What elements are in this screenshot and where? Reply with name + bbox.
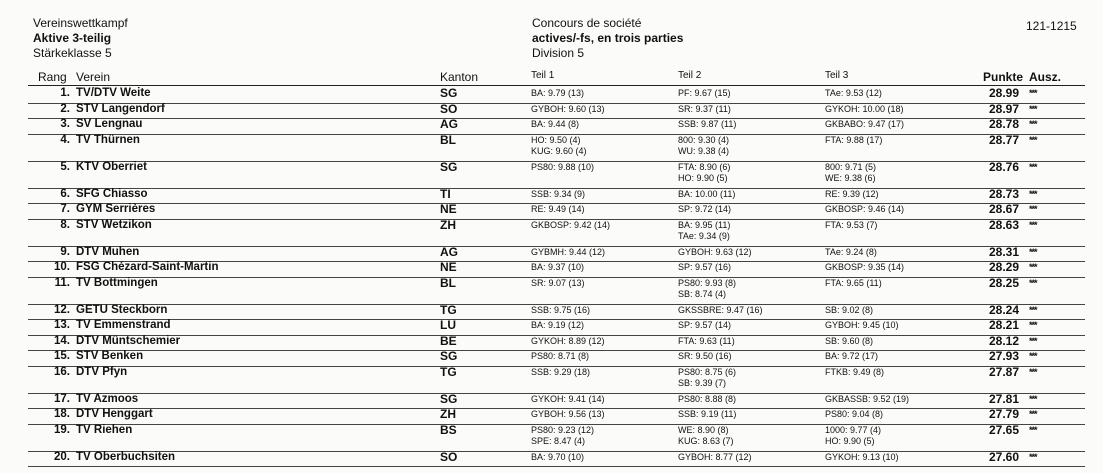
distinction: ***	[1029, 451, 1037, 462]
teil-1-cell	[531, 305, 590, 317]
teil-score: BA: 9.44 (8)	[531, 119, 580, 129]
total-points: 28.21	[988, 318, 1019, 332]
teil-2-cell	[678, 189, 735, 201]
club-name: TV Riehen	[76, 423, 133, 436]
rank: 3.	[60, 118, 70, 130]
distinction: ***	[1029, 335, 1037, 346]
teil-score: 1000: 9.77 (4)	[825, 424, 882, 435]
teil-1-cell	[531, 220, 610, 232]
canton: SG	[440, 349, 458, 363]
teil-3-cell	[825, 204, 904, 216]
club-name: SV Lengnau	[76, 118, 143, 130]
rank: 20.	[54, 450, 70, 463]
teil-1-cell	[531, 135, 587, 158]
distinction: ***	[1029, 219, 1037, 230]
teil-1-cell	[531, 320, 584, 332]
teil-2-cell	[678, 425, 734, 448]
canton: NE	[440, 202, 457, 216]
teil-2-cell	[678, 119, 736, 131]
document-number: 121-1215	[1026, 19, 1077, 33]
teil-3-cell	[825, 220, 877, 232]
teil-score: GKSSBRE: 9.47 (16)	[678, 304, 763, 315]
teil-1-cell	[531, 278, 585, 290]
table-row	[0, 119, 1103, 135]
total-points: 28.76	[988, 159, 1019, 174]
teil-3-cell	[825, 278, 882, 290]
column-headers	[0, 69, 1103, 84]
col-teil3: Teil 3	[825, 70, 849, 81]
teil-3-cell	[825, 119, 904, 131]
distinction: ***	[1029, 119, 1037, 129]
rank: 8.	[60, 218, 70, 231]
club-name: GETU Steckborn	[76, 303, 168, 316]
teil-1-cell	[531, 119, 579, 131]
teil-score: SR: 9.37 (11)	[678, 103, 731, 114]
results-table	[0, 88, 1103, 467]
teil-1-cell	[531, 189, 585, 201]
canton: AG	[440, 117, 458, 131]
teil-1-cell	[531, 452, 584, 464]
teil-2-cell	[678, 204, 731, 216]
teil-score: FTA: 9.88 (17)	[825, 134, 883, 145]
col-teil2: Teil 2	[678, 70, 702, 81]
teil-score: SSB: 9.87 (11)	[678, 119, 737, 129]
teil-2-cell	[678, 305, 763, 317]
rank: 18.	[54, 408, 70, 420]
teil-1-cell	[531, 262, 584, 274]
teil-1-cell	[531, 409, 605, 421]
teil-2-cell	[678, 104, 731, 116]
teil-score: SP: 9.57 (16)	[678, 262, 732, 272]
teil-1-cell	[531, 394, 605, 406]
rank: 4.	[60, 133, 70, 146]
teil-score: FTA: 8.90 (6)	[678, 161, 731, 172]
canton: AG	[440, 244, 458, 259]
teil-1-cell	[531, 336, 605, 348]
teil-2-cell	[678, 162, 730, 185]
col-kanton: Kanton	[440, 70, 479, 84]
canton: BS	[440, 422, 457, 437]
table-row	[0, 88, 1103, 104]
total-points: 27.87	[988, 364, 1019, 379]
teil-1-cell	[531, 204, 585, 216]
distinction: ***	[1029, 351, 1037, 361]
teil-3-cell	[825, 104, 904, 116]
distinction: ***	[1029, 134, 1037, 145]
header-category: Aktive 3-teilig	[33, 31, 112, 45]
club-name: TV Thürnen	[76, 133, 140, 146]
club-name: DTV Pfyn	[76, 365, 128, 378]
teil-score: GYBOH: 8.77 (12)	[678, 451, 752, 462]
teil-score: GYBOH: 9.63 (12)	[678, 246, 752, 257]
teil-score: BA: 9.37 (10)	[531, 262, 585, 272]
rank: 12.	[54, 303, 70, 316]
club-name: TV Bottmingen	[76, 276, 158, 289]
club-name: GYM Serrières	[76, 203, 156, 215]
teil-1-cell	[531, 88, 584, 100]
table-row	[0, 204, 1103, 220]
club-name: STV Benken	[76, 350, 144, 362]
total-points: 27.79	[988, 407, 1019, 421]
canton: TG	[440, 364, 457, 379]
teil-score: GYKOH: 9.41 (14)	[531, 393, 605, 404]
teil-2-cell	[678, 409, 736, 421]
canton: SO	[440, 101, 458, 116]
rank: 5.	[60, 160, 70, 173]
distinction: ***	[1029, 277, 1037, 288]
col-rang: Rang	[38, 70, 67, 84]
table-row	[0, 262, 1103, 278]
teil-score: SB: 8.74 (4)	[678, 289, 727, 299]
table-row	[0, 351, 1103, 367]
total-points: 27.65	[988, 422, 1019, 437]
col-punkte: Punkte	[983, 70, 1024, 84]
teil-score: SP: 9.57 (14)	[678, 320, 732, 330]
teil-3-cell	[825, 394, 909, 406]
rank: 2.	[60, 102, 70, 115]
table-row	[0, 186, 1103, 205]
teil-2-cell	[678, 367, 736, 390]
teil-score: SB: 9.39 (7)	[678, 378, 727, 388]
rank: 10.	[54, 261, 70, 273]
teil-score: GKBOSP: 9.35 (14)	[825, 262, 905, 272]
canton: TG	[440, 302, 457, 317]
teil-1-cell	[531, 247, 605, 259]
teil-3-cell	[825, 247, 877, 259]
table-row	[0, 275, 1103, 305]
teil-2-cell	[678, 351, 732, 363]
table-row	[0, 101, 1103, 120]
col-ausz: Ausz.	[1029, 70, 1062, 84]
teil-2-cell	[678, 135, 729, 158]
header-right	[532, 16, 683, 61]
header-competition: Vereinswettkampf	[33, 16, 128, 30]
total-points: 28.97	[988, 101, 1019, 116]
canton: SO	[440, 449, 458, 464]
total-points: 28.31	[988, 244, 1019, 259]
teil-score: 800: 9.30 (4)	[678, 134, 730, 145]
teil-score: SSB: 9.34 (9)	[531, 188, 586, 199]
teil-score: PS80: 9.04 (8)	[825, 409, 884, 419]
total-points: 28.25	[988, 275, 1019, 290]
rank: 6.	[60, 187, 70, 200]
teil-score: RE: 9.39 (12)	[825, 188, 879, 199]
teil-3-cell	[825, 162, 876, 185]
teil-score: FTA: 9.63 (11)	[678, 335, 735, 346]
teil-score: KUG: 8.63 (7)	[678, 436, 734, 446]
total-points: 28.12	[988, 333, 1019, 348]
teil-score: SSB: 9.75 (16)	[531, 304, 591, 315]
rank: 19.	[54, 423, 70, 436]
table-row	[0, 333, 1103, 352]
teil-3-cell	[825, 262, 904, 274]
rank: 9.	[60, 245, 70, 258]
canton: ZH	[440, 217, 456, 232]
distinction: ***	[1029, 304, 1037, 315]
teil-score: PS80: 8.75 (6)	[678, 366, 737, 377]
teil-score: FTA: 9.65 (11)	[825, 277, 882, 288]
distinction: ***	[1029, 161, 1037, 172]
rank: 7.	[60, 203, 70, 215]
teil-score: BA: 10.00 (11)	[678, 188, 736, 199]
teil-3-cell	[825, 409, 883, 421]
teil-score: BA: 9.95 (11)	[678, 219, 731, 230]
total-points: 28.63	[988, 217, 1019, 232]
teil-score: GYBMH: 9.44 (12)	[531, 246, 606, 257]
teil-score: GYKOH: 8.89 (12)	[531, 335, 605, 346]
teil-1-cell	[531, 162, 594, 174]
canton: BE	[440, 333, 457, 348]
table-row	[0, 409, 1103, 425]
rank: 1.	[60, 87, 70, 99]
table-row	[0, 132, 1103, 162]
teil-score: HO: 9.90 (5)	[678, 173, 728, 183]
teil-score: GKBABO: 9.47 (17)	[825, 119, 905, 129]
canton: NE	[440, 260, 457, 274]
teil-score: GYBOH: 9.60 (13)	[531, 103, 605, 114]
table-row	[0, 320, 1103, 336]
teil-1-cell	[531, 351, 589, 363]
total-points: 27.93	[988, 349, 1019, 363]
total-points: 28.78	[988, 117, 1019, 131]
rank: 15.	[54, 350, 70, 362]
club-name: TV Azmoos	[76, 392, 139, 405]
teil-score: PS80: 9.23 (12)	[531, 424, 595, 435]
total-points: 28.67	[988, 202, 1019, 216]
teil-score: TAe: 9.34 (9)	[678, 231, 730, 241]
distinction: ***	[1029, 188, 1037, 199]
teil-score: PS80: 9.88 (10)	[531, 161, 595, 172]
table-row	[0, 244, 1103, 263]
club-name: STV Langendorf	[76, 102, 165, 115]
teil-3-cell	[825, 367, 884, 379]
teil-2-cell	[678, 336, 735, 348]
distinction: ***	[1029, 320, 1037, 330]
teil-3-cell	[825, 452, 899, 464]
teil-score: KUG: 9.60 (4)	[531, 146, 587, 156]
teil-score: WE: 8.90 (8)	[678, 424, 729, 435]
table-row	[0, 217, 1103, 247]
club-name: SFG Chiasso	[76, 187, 148, 200]
teil-2-cell	[678, 247, 752, 259]
teil-score: SB: 9.02 (8)	[825, 304, 874, 315]
header-category-fr: actives/-fs, en trois parties	[532, 31, 684, 45]
teil-score: PF: 9.67 (15)	[678, 88, 731, 98]
teil-score: FTA: 9.53 (7)	[825, 219, 878, 230]
teil-3-cell	[825, 320, 899, 332]
canton: SG	[440, 391, 458, 406]
club-name: DTV Henggart	[76, 408, 153, 420]
rank: 11.	[54, 276, 70, 289]
rank: 17.	[54, 392, 70, 405]
distinction: ***	[1029, 88, 1037, 98]
club-name: DTV Muhen	[76, 245, 140, 258]
header-left	[33, 16, 128, 61]
distinction: ***	[1029, 366, 1037, 377]
total-points: 27.60	[988, 449, 1019, 464]
teil-score: SR: 9.50 (16)	[678, 351, 732, 361]
canton: ZH	[440, 407, 456, 421]
distinction: ***	[1029, 393, 1037, 404]
teil-score: SB: 9.60 (8)	[825, 335, 874, 346]
teil-3-cell	[825, 425, 881, 448]
teil-score: 800: 9.71 (5)	[825, 161, 877, 172]
teil-score: BA: 9.70 (10)	[531, 451, 585, 462]
teil-score: HO: 9.50 (4)	[531, 134, 581, 145]
table-row	[0, 302, 1103, 321]
teil-2-cell	[678, 320, 731, 332]
teil-1-cell	[531, 367, 590, 379]
teil-1-cell	[531, 425, 594, 448]
canton: SG	[440, 86, 458, 100]
table-row	[0, 391, 1103, 410]
canton: BL	[440, 132, 456, 147]
teil-score: GYKOH: 9.13 (10)	[825, 451, 899, 462]
col-verein: Verein	[76, 70, 111, 84]
teil-score: GKBOSP: 9.42 (14)	[531, 219, 611, 230]
col-teil1: Teil 1	[531, 70, 555, 81]
teil-score: SSB: 9.29 (18)	[531, 366, 591, 377]
rank: 13.	[54, 319, 70, 331]
teil-score: SPE: 8.47 (4)	[531, 436, 586, 446]
distinction: ***	[1029, 409, 1037, 419]
teil-score: BA: 9.72 (17)	[825, 351, 879, 361]
distinction: ***	[1029, 262, 1037, 272]
distinction: ***	[1029, 103, 1037, 114]
teil-1-cell	[531, 104, 605, 116]
canton: BL	[440, 275, 456, 290]
distinction: ***	[1029, 246, 1037, 257]
teil-score: HO: 9.90 (5)	[825, 436, 875, 446]
canton: SG	[440, 159, 458, 174]
teil-score: PS80: 9.93 (8)	[678, 277, 737, 288]
total-points: 28.24	[988, 302, 1019, 317]
header-competition-fr: Concours de société	[532, 16, 642, 30]
teil-score: BA: 9.79 (13)	[531, 88, 585, 98]
header-rule	[28, 85, 1085, 86]
teil-score: GKBOSP: 9.46 (14)	[825, 204, 905, 214]
teil-2-cell	[678, 220, 730, 243]
total-points: 28.73	[988, 186, 1019, 201]
distinction: ***	[1029, 424, 1037, 435]
club-name: FSG Chézard-Saint-Martin	[76, 261, 219, 273]
table-row	[0, 364, 1103, 394]
club-name: TV Emmenstrand	[76, 319, 171, 331]
teil-2-cell	[678, 394, 736, 406]
teil-score: RE: 9.49 (14)	[531, 204, 585, 214]
teil-score: SP: 9.72 (14)	[678, 204, 732, 214]
distinction: ***	[1029, 204, 1037, 214]
header-division-fr: Division 5	[532, 46, 585, 60]
table-row	[0, 159, 1103, 189]
teil-score: GYBOH: 9.56 (13)	[531, 409, 605, 419]
teil-score: GYKOH: 10.00 (18)	[825, 103, 904, 114]
club-name: TV/DTV Weite	[76, 87, 151, 99]
teil-3-cell	[825, 88, 882, 100]
teil-score: WU: 9.38 (4)	[678, 146, 730, 156]
teil-score: WE: 9.38 (6)	[825, 173, 876, 183]
header-class: Stärkeklasse 5	[33, 46, 112, 60]
total-points: 27.81	[988, 391, 1019, 406]
teil-3-cell	[825, 189, 879, 201]
rank: 16.	[54, 365, 70, 378]
teil-2-cell	[678, 278, 736, 301]
teil-2-cell	[678, 88, 731, 100]
teil-2-cell	[678, 452, 752, 464]
teil-score: SSB: 9.19 (11)	[678, 409, 737, 419]
total-points: 28.77	[988, 132, 1019, 147]
teil-score: TAe: 9.24 (8)	[825, 246, 877, 257]
teil-score: PS80: 8.71 (8)	[531, 351, 590, 361]
teil-score: PS80: 8.88 (8)	[678, 393, 737, 404]
club-name: TV Oberbuchsiten	[76, 450, 176, 463]
club-name: DTV Müntschemier	[76, 334, 181, 347]
teil-score: GYBOH: 9.45 (10)	[825, 320, 899, 330]
total-points: 28.99	[988, 86, 1019, 100]
teil-score: GKBASSB: 9.52 (19)	[825, 393, 910, 404]
rank: 14.	[54, 334, 70, 347]
teil-score: FTKB: 9.49 (8)	[825, 366, 885, 377]
teil-score: TAe: 9.53 (12)	[825, 88, 882, 98]
club-name: KTV Oberriet	[76, 160, 147, 173]
table-row	[0, 422, 1103, 452]
teil-score: SR: 9.07 (13)	[531, 277, 585, 288]
canton: LU	[440, 318, 456, 332]
teil-3-cell	[825, 135, 882, 147]
teil-score: BA: 9.19 (12)	[531, 320, 585, 330]
teil-3-cell	[825, 305, 873, 317]
total-points: 28.29	[988, 260, 1019, 274]
teil-3-cell	[825, 336, 873, 348]
table-row	[0, 449, 1103, 468]
teil-3-cell	[825, 351, 878, 363]
club-name: STV Wetzikon	[76, 218, 152, 231]
canton: TI	[440, 186, 451, 201]
teil-2-cell	[678, 262, 731, 274]
